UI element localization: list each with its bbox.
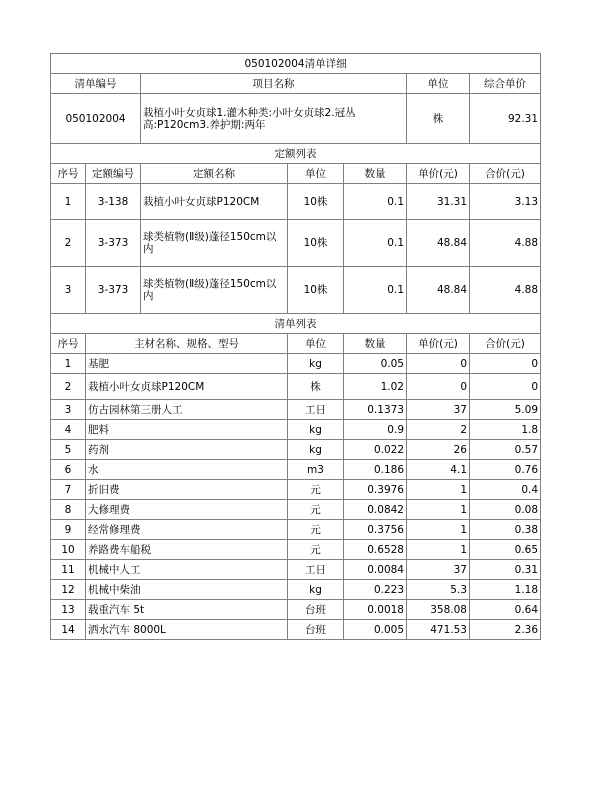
quota-total: 3.13: [470, 184, 541, 220]
material-price: 26: [407, 440, 470, 460]
quota-code: 3-373: [86, 220, 141, 267]
material-name: 大修理费: [86, 500, 288, 520]
material-unit: m3: [288, 460, 344, 480]
quota-total: 4.88: [470, 220, 541, 267]
item-name: 栽植小叶女贞球1.灌木种类:小叶女贞球2.冠丛高:P120cm3.养护期:两年: [141, 94, 407, 144]
material-qty: 0.0018: [344, 600, 407, 620]
quota-qty: 0.1: [344, 267, 407, 314]
material-qty: 0.022: [344, 440, 407, 460]
material-qty: 0.0842: [344, 500, 407, 520]
table-row: [51, 374, 541, 400]
material-header: 单价(元): [407, 334, 470, 354]
material-unit: 台班: [288, 620, 344, 640]
material-no: 8: [51, 500, 86, 520]
name-label: 项目名称: [141, 74, 407, 94]
material-unit: 工日: [288, 400, 344, 420]
item-unit: 株: [407, 94, 470, 144]
quota-code: 3-138: [86, 184, 141, 220]
material-qty: 0.1373: [344, 400, 407, 420]
table-row: [51, 480, 541, 500]
material-price: 0: [407, 354, 470, 374]
material-name: 基肥: [86, 354, 288, 374]
code-label: 清单编号: [51, 74, 141, 94]
material-header: 序号: [51, 334, 86, 354]
quota-price: 48.84: [407, 220, 470, 267]
material-unit: kg: [288, 580, 344, 600]
material-price: 4.1: [407, 460, 470, 480]
material-name: 药剂: [86, 440, 288, 460]
table-row: [51, 620, 541, 640]
material-total: 0: [470, 354, 541, 374]
material-price: 1: [407, 540, 470, 560]
material-qty: 0.3756: [344, 520, 407, 540]
quota-qty: 0.1: [344, 184, 407, 220]
material-unit: 元: [288, 500, 344, 520]
item-price: 92.31: [470, 94, 541, 144]
table-row: [51, 400, 541, 420]
quota-header: 定额编号: [86, 164, 141, 184]
material-no: 14: [51, 620, 86, 640]
material-unit: 株: [288, 374, 344, 400]
material-price: 37: [407, 560, 470, 580]
material-no: 12: [51, 580, 86, 600]
table-row: [51, 220, 541, 267]
material-qty: 0.6528: [344, 540, 407, 560]
price-label: 综合单价: [470, 74, 541, 94]
quota-name: 栽植小叶女贞球P120CM: [141, 184, 288, 220]
material-unit: 元: [288, 540, 344, 560]
material-total: 0.64: [470, 600, 541, 620]
material-header: 主材名称、规格、型号: [86, 334, 288, 354]
quota-price: 31.31: [407, 184, 470, 220]
quota-price: 48.84: [407, 267, 470, 314]
material-section-title: 清单列表: [51, 314, 541, 334]
material-name: 折旧费: [86, 480, 288, 500]
material-name: 栽植小叶女贞球P120CM: [86, 374, 288, 400]
material-no: 1: [51, 354, 86, 374]
material-total: 5.09: [470, 400, 541, 420]
material-qty: 0.05: [344, 354, 407, 374]
table-row: [51, 600, 541, 620]
quota-unit: 10株: [288, 267, 344, 314]
material-total: 1.18: [470, 580, 541, 600]
material-unit: kg: [288, 420, 344, 440]
material-price: 1: [407, 480, 470, 500]
quota-header: 合价(元): [470, 164, 541, 184]
table-row: [51, 420, 541, 440]
material-total: 0.65: [470, 540, 541, 560]
quota-header: 定额名称: [141, 164, 288, 184]
material-price: 1: [407, 520, 470, 540]
material-total: 2.36: [470, 620, 541, 640]
material-price: 37: [407, 400, 470, 420]
material-qty: 0.223: [344, 580, 407, 600]
table-row: [51, 354, 541, 374]
material-no: 13: [51, 600, 86, 620]
quota-header: 数量: [344, 164, 407, 184]
material-header: 数量: [344, 334, 407, 354]
material-name: 水: [86, 460, 288, 480]
detail-table: [50, 53, 541, 640]
material-price: 2: [407, 420, 470, 440]
material-price: 358.08: [407, 600, 470, 620]
table-row: [51, 267, 541, 314]
material-no: 11: [51, 560, 86, 580]
material-total: 0.08: [470, 500, 541, 520]
quota-section-title: 定额列表: [51, 144, 541, 164]
material-total: 0.31: [470, 560, 541, 580]
unit-label: 单位: [407, 74, 470, 94]
material-qty: 0.005: [344, 620, 407, 640]
quota-header: 单价(元): [407, 164, 470, 184]
material-total: 0.38: [470, 520, 541, 540]
material-unit: kg: [288, 354, 344, 374]
material-no: 6: [51, 460, 86, 480]
quota-header: 序号: [51, 164, 86, 184]
quota-code: 3-373: [86, 267, 141, 314]
table-row: [51, 184, 541, 220]
material-unit: 工日: [288, 560, 344, 580]
material-qty: 0.9: [344, 420, 407, 440]
material-name: 仿古园林第三册人工: [86, 400, 288, 420]
material-no: 7: [51, 480, 86, 500]
material-price: 0: [407, 374, 470, 400]
material-qty: 1.02: [344, 374, 407, 400]
material-unit: 元: [288, 520, 344, 540]
page-title: 050102004清单详细: [51, 54, 541, 74]
material-total: 0: [470, 374, 541, 400]
material-no: 4: [51, 420, 86, 440]
material-total: 0.4: [470, 480, 541, 500]
item-code: 050102004: [51, 94, 141, 144]
material-header: 合价(元): [470, 334, 541, 354]
material-qty: 0.3976: [344, 480, 407, 500]
table-row: [51, 540, 541, 560]
material-no: 9: [51, 520, 86, 540]
material-no: 3: [51, 400, 86, 420]
material-no: 10: [51, 540, 86, 560]
material-no: 5: [51, 440, 86, 460]
material-price: 5.3: [407, 580, 470, 600]
material-price: 1: [407, 500, 470, 520]
material-name: 机械中人工: [86, 560, 288, 580]
quota-total: 4.88: [470, 267, 541, 314]
material-header: 单位: [288, 334, 344, 354]
quota-header: 单位: [288, 164, 344, 184]
material-name: 经常修理费: [86, 520, 288, 540]
table-row: [51, 580, 541, 600]
material-name: 养路费车船税: [86, 540, 288, 560]
material-price: 471.53: [407, 620, 470, 640]
material-name: 肥料: [86, 420, 288, 440]
table-row: [51, 460, 541, 480]
material-total: 0.57: [470, 440, 541, 460]
quota-qty: 0.1: [344, 220, 407, 267]
quota-no: 3: [51, 267, 86, 314]
material-total: 0.76: [470, 460, 541, 480]
material-qty: 0.186: [344, 460, 407, 480]
quota-no: 2: [51, 220, 86, 267]
material-name: 洒水汽车 8000L: [86, 620, 288, 640]
quota-no: 1: [51, 184, 86, 220]
material-qty: 0.0084: [344, 560, 407, 580]
table-row: [51, 520, 541, 540]
material-no: 2: [51, 374, 86, 400]
material-unit: 元: [288, 480, 344, 500]
table-row: [51, 440, 541, 460]
material-unit: 台班: [288, 600, 344, 620]
quota-name: 球类植物(Ⅱ级)蓬径150cm以内: [141, 267, 288, 314]
table-row: [51, 500, 541, 520]
material-unit: kg: [288, 440, 344, 460]
material-total: 1.8: [470, 420, 541, 440]
table-row: [51, 560, 541, 580]
material-name: 机械中柴油: [86, 580, 288, 600]
quota-unit: 10株: [288, 184, 344, 220]
material-name: 载重汽车 5t: [86, 600, 288, 620]
quota-name: 球类植物(Ⅱ级)蓬径150cm以内: [141, 220, 288, 267]
quota-unit: 10株: [288, 220, 344, 267]
